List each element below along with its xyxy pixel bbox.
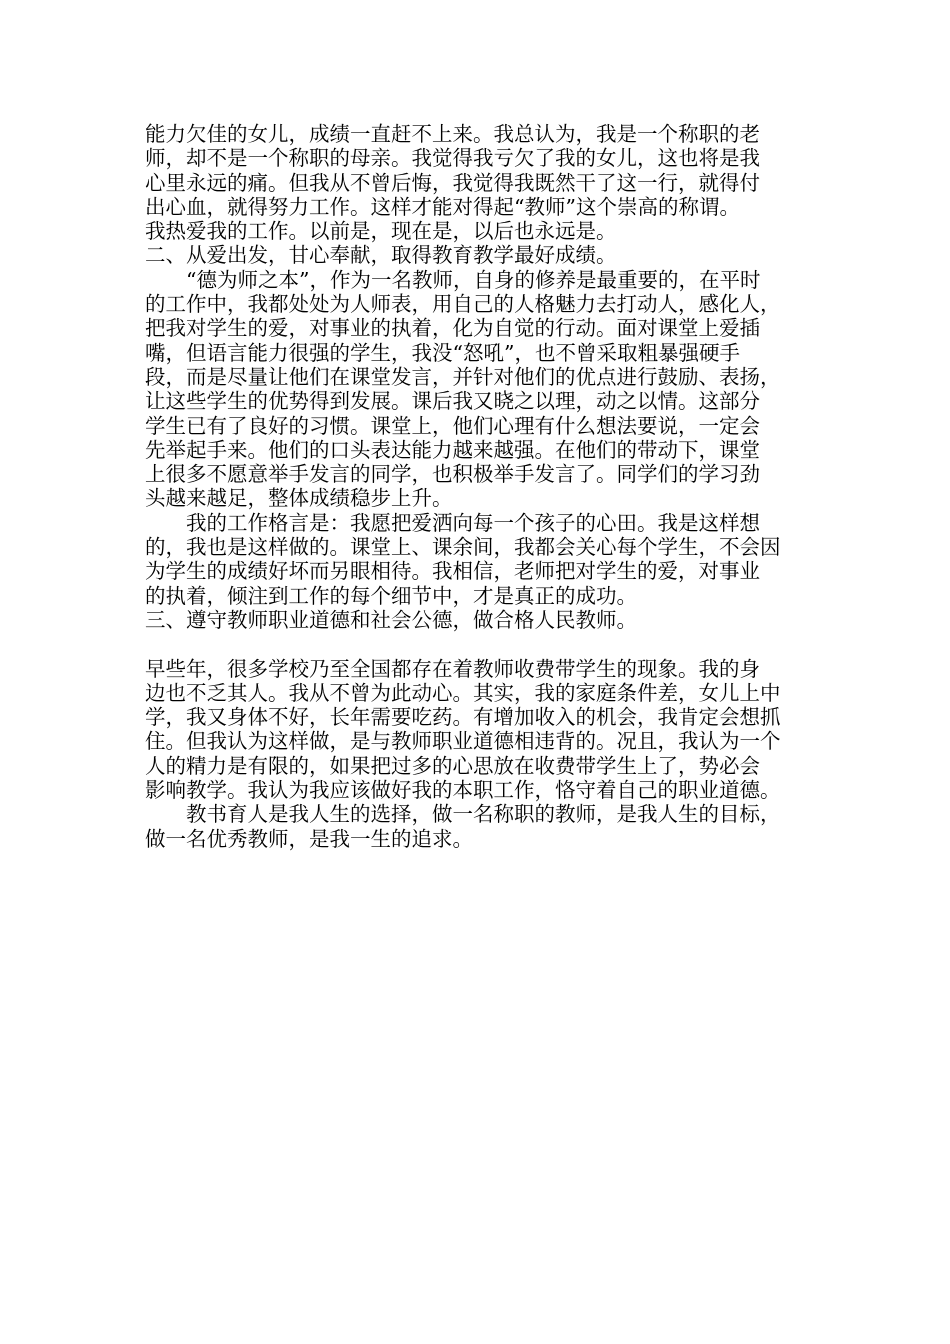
text-line: 边也不乏其人。我从不曾为此动心。其实，我的家庭条件差，女儿上中 <box>145 680 781 705</box>
text-line: 师，却不是一个称职的母亲。我觉得我亏欠了我的女儿，这也将是我 <box>145 146 760 171</box>
text-line: 学生已有了良好的习惯。课堂上，他们心理有什么想法要说，一定会 <box>145 413 760 438</box>
text-line: 人的精力是有限的，如果把过多的心思放在收费带学生上了，势必会 <box>145 753 760 778</box>
text-line: 教书育人是我人生的选择，做一名称职的教师，是我人生的目标， <box>186 802 781 827</box>
text-line: 把我对学生的爱，对事业的执着，化为自觉的行动。面对课堂上爱插 <box>145 316 760 341</box>
text-line: 段，而是尽量让他们在课堂发言，并针对他们的优点进行鼓励、表扬， <box>145 364 781 389</box>
text-line: 我的工作格言是：我愿把爱洒向每一个孩子的心田。我是这样想 <box>186 510 760 535</box>
text-line: 的工作中，我都处处为人师表，用自己的人格魅力去打动人，感化人， <box>145 292 781 317</box>
paragraph-conclusion <box>145 802 825 851</box>
paragraph-continuation <box>145 122 825 243</box>
text-line: 住。但我认为这样做，是与教师职业道德相违背的。况且，我认为一个 <box>145 729 781 754</box>
text-line: 心里永远的痛。但我从不曾后悔，我觉得我既然干了这一行，就得付 <box>145 170 760 195</box>
text-line: 做一名优秀教师，是我一生的追求。 <box>145 826 473 851</box>
paragraph-work-motto <box>145 511 825 608</box>
section-heading-3: 三、遵守教师职业道德和社会公德，做合格人民教师。 <box>145 607 637 632</box>
document-body <box>145 122 825 851</box>
text-line: 上很多不愿意举手发言的同学，也积极举手发言了。同学们的学习劲 <box>145 462 760 487</box>
text-line: 出心血，就得努力工作。这样才能对得起“教师”这个崇高的称谓。 <box>145 194 740 219</box>
text-line: 让这些学生的优势得到发展。课后我又晓之以理，动之以情。这部分 <box>145 389 760 414</box>
text-line: 嘴，但语言能力很强的学生，我没“怒吼”，也不曾采取粗暴强硬手 <box>145 340 740 365</box>
text-line: 我热爱我的工作。以前是，现在是，以后也永远是。 <box>145 219 617 244</box>
section-heading-2: 二、从爱出发，甘心奉献，取得教育教学最好成绩。 <box>145 243 617 268</box>
text-line: 头越来越足，整体成绩稳步上升。 <box>145 486 453 511</box>
blank-line <box>145 632 825 656</box>
text-line: 先举起手来。他们的口头表达能力越来越强。在他们的带动下，课堂 <box>145 437 760 462</box>
text-line: 的，我也是这样做的。课堂上、课余间，我都会关心每个学生，不会因 <box>145 535 781 560</box>
text-line: 学，我又身体不好，长年需要吃药。有增加收入的机会，我肯定会想抓 <box>145 705 781 730</box>
text-line: 能力欠佳的女儿，成绩一直赶不上来。我总认为，我是一个称职的老 <box>145 122 760 146</box>
text-line: “德为师之本”，作为一名教师，自身的修养是最重要的，在平时 <box>186 267 761 292</box>
text-line: 为学生的成绩好坏而另眼相待。我相信，老师把对学生的爱，对事业 <box>145 559 760 584</box>
text-line: 早些年，很多学校乃至全国都存在着教师收费带学生的现象。我的身 <box>145 656 760 681</box>
text-line: 影响教学。我认为我应该做好我的本职工作，恪守着自己的职业道德。 <box>145 778 781 803</box>
paragraph-professional-ethics <box>145 657 825 803</box>
text-line: 的执着，倾注到工作的每个细节中，才是真正的成功。 <box>145 583 637 608</box>
paragraph-teacher-virtue <box>145 268 825 511</box>
